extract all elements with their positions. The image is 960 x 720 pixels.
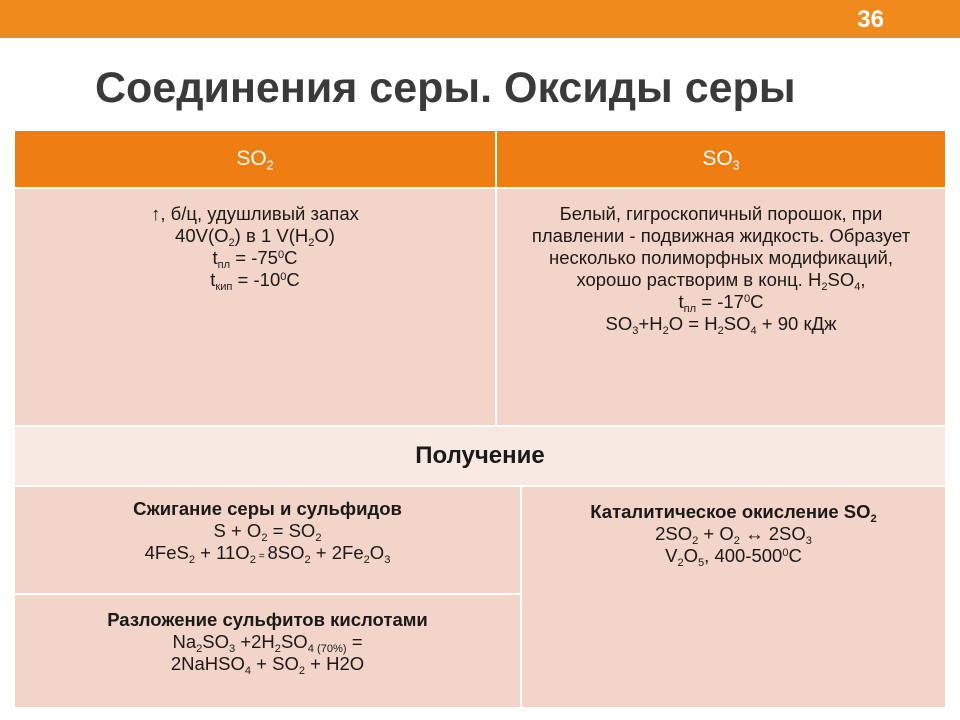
catalytic-title: Каталитическое окисление $SO_2$	[590, 501, 877, 525]
catalytic-reaction: $2SO_2 + O_2$ ↔ $2SO_3$	[655, 523, 812, 547]
so3-description: Белый, гигроскопичный порошок, при плавлении - подвижная жидкость. Образует несколько полиморфных модификаций, хорошо растворим в конц. $H_2SO_4$,	[531, 203, 911, 293]
header-so2: $SO_2$	[15, 131, 495, 187]
catalytic-cell	[522, 487, 945, 707]
decomposition-title: Разложение сульфитов кислотами	[107, 609, 428, 630]
so3-properties-cell	[497, 189, 945, 425]
top-bar	[0, 0, 960, 38]
catalytic-conditions: $V_2O_5$, $400-500^0C$	[665, 545, 802, 569]
decomposition-cell	[15, 595, 520, 707]
decomposition-reaction-1: $Na_2SO_3 +2H_2SO_{4 (70\%)}$ =	[172, 631, 363, 655]
so2-boiling-point: $t_{кип} = -10^0C$	[210, 269, 300, 293]
header-so3: $SO_3$	[497, 131, 945, 187]
so3-melting-point: $t_{пл} = -17^0C$	[678, 291, 764, 315]
so2-line-2: $40V(O_2)$ в 1 $V(H_2O)$	[175, 225, 335, 249]
burning-title: Сжигание серы и сульфидов	[133, 498, 402, 519]
so2-melting-point: $t_{пл} = -75^0C$	[212, 247, 298, 271]
section-heading: Получение	[15, 427, 945, 485]
so2-properties-cell	[15, 189, 495, 425]
burning-reaction-2: $4FeS_2 + 11O_2 = 8SO_2 + 2Fe_2O_3$	[144, 542, 391, 566]
burning-cell	[15, 487, 520, 593]
burning-reaction-1: $S + O_2 = SO_2$	[213, 520, 322, 544]
slide-number: 36	[857, 6, 884, 33]
slide-title: Соединения серы. Оксиды серы	[95, 64, 796, 112]
so2-line-1: ↑, б/ц, удушливый запах	[151, 203, 359, 224]
decomposition-reaction-2: 2NaHSO$_4$ + $SO_2 + H2O$	[170, 653, 365, 677]
so3-reaction: $SO_3+H_2O = H_2SO_4 + 90$ кДж	[605, 313, 837, 337]
